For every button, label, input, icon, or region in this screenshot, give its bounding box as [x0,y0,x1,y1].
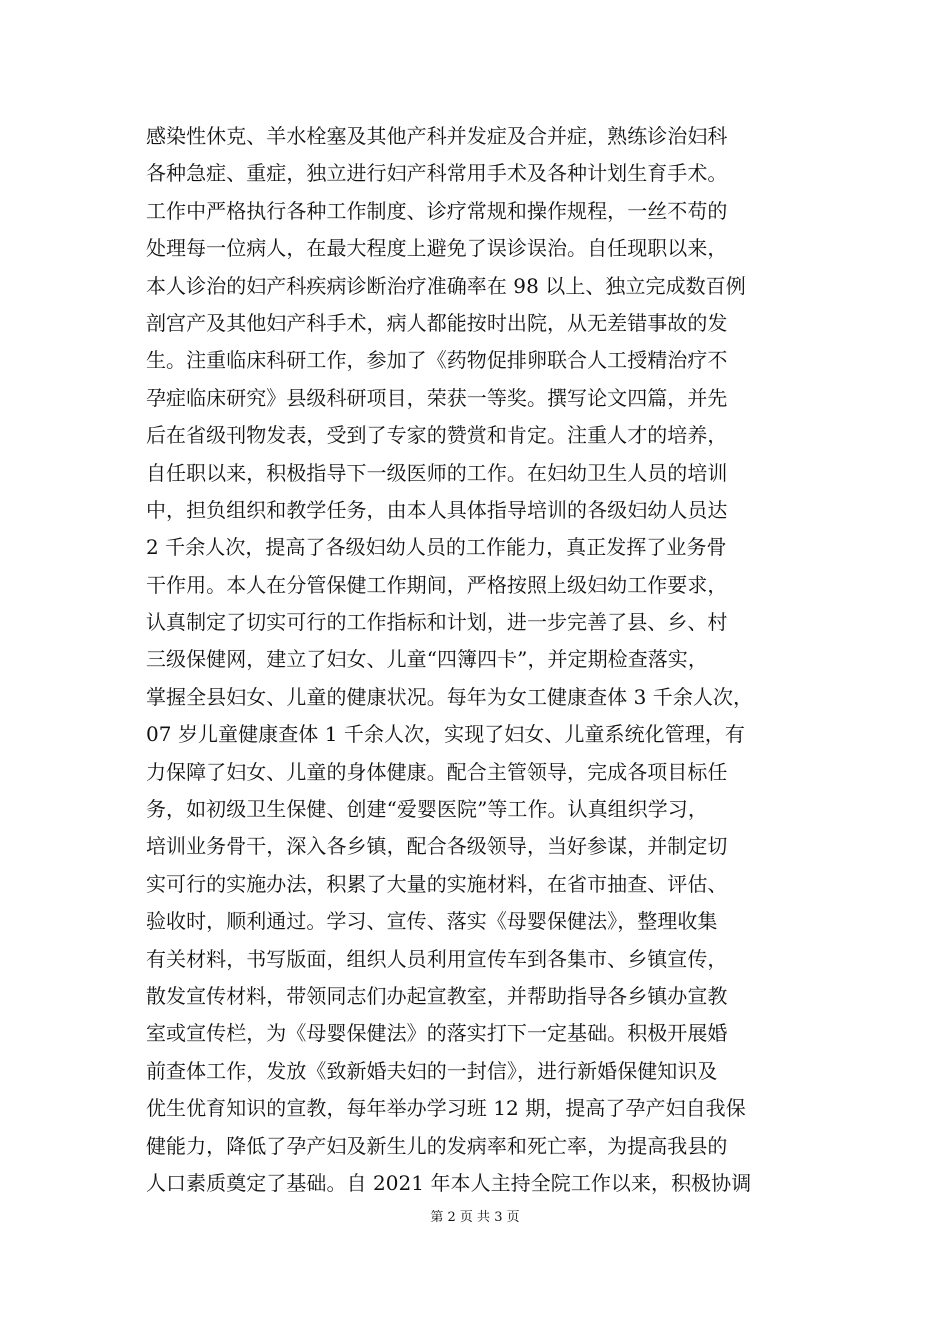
text-line: 验收时，顺利通过。学习、宣传、落实《母婴保健法》，整理收集 [146,909,718,934]
page-footer [0,1209,950,1227]
text-line: 孕症临床研究》县级科研项目，荣获一等奖。撰写论文四篇，并先 [146,385,728,410]
text-line: 07 岁儿童健康查体 1 千余人次，实现了妇女、儿童系统化管理，有 [146,722,745,747]
text-line: 培训业务骨干，深入各乡镇，配合各级领导，当好参谋，并制定切 [146,834,728,859]
text-line: 2 千余人次，提高了各级妇幼人员的工作能力，真正发挥了业务骨 [146,535,727,560]
page-number: 第 2 页 共 3 页 [430,1210,520,1225]
body-paragraph [146,118,816,1202]
text-line: 务，如初级卫生保健、创建“爱婴医院”等工作。认真组织学习， [146,797,708,822]
text-line: 处理每一位病人，在最大程度上避免了误诊误治。自任现职以来， [146,236,728,261]
text-line: 优生优育知识的宣教，每年举办学习班 12 期，提高了孕产妇自我保 [146,1096,746,1121]
text-line: 后在省级刊物发表，受到了专家的赞赏和肯定。注重人才的培养， [146,423,728,448]
text-line: 工作中严格执行各种工作制度、诊疗常规和操作规程，一丝不苟的 [146,198,728,223]
text-line: 健能力，降低了孕产妇及新生儿的发病率和死亡率，为提高我县的 [146,1133,728,1158]
text-line: 前查体工作，发放《致新婚夫妇的一封信》，进行新婚保健知识及 [146,1058,718,1083]
text-line: 本人诊治的妇产科疾病诊断治疗准确率在 98 以上、独立完成数百例 [146,273,746,298]
text-line: 各种急症、重症，独立进行妇产科常用手术及各种计划生育手术。 [146,161,728,186]
text-line: 干作用。本人在分管保健工作期间，严格按照上级妇幼工作要求， [146,572,728,597]
text-line: 三级保健网，建立了妇女、儿童“四簿四卡”，并定期检查落实， [146,647,708,672]
text-line: 实可行的实施办法，积累了大量的实施材料，在省市抽查、评估、 [146,871,728,896]
text-line: 自任职以来，积极指导下一级医师的工作。在妇幼卫生人员的培训 [146,460,728,485]
text-line: 室或宣传栏，为《母婴保健法》的落实打下一定基础。积极开展婚 [146,1021,728,1046]
text-line: 中，担负组织和教学任务，由本人具体指导培训的各级妇幼人员达 [146,497,728,522]
text-line: 剖宫产及其他妇产科手术，病人都能按时出院，从无差错事故的发 [146,310,728,335]
text-line: 力保障了妇女、儿童的身体健康。配合主管领导，完成各项目标任 [146,759,728,784]
text-line: 生。注重临床科研工作，参加了《药物促排卵联合人工授精治疗不 [146,348,728,373]
text-line: 感染性休克、羊水栓塞及其他产科并发症及合并症，熟练诊治妇科 [146,124,728,148]
text-line: 散发宣传材料，带领同志们办起宣教室，并帮助指导各乡镇办宣教 [146,983,728,1008]
text-line: 掌握全县妇女、儿童的健康状况。每年为女工健康查体 3 千余人次， [146,684,754,709]
text-line: 人口素质奠定了基础。自 2021 年本人主持全院工作以来，积极协调 [146,1170,752,1195]
text-line: 认真制定了切实可行的工作指标和计划，进一步完善了县、乡、村 [146,610,728,635]
text-line: 有关材料，书写版面，组织人员利用宣传车到各集市、乡镇宣传， [146,946,728,971]
